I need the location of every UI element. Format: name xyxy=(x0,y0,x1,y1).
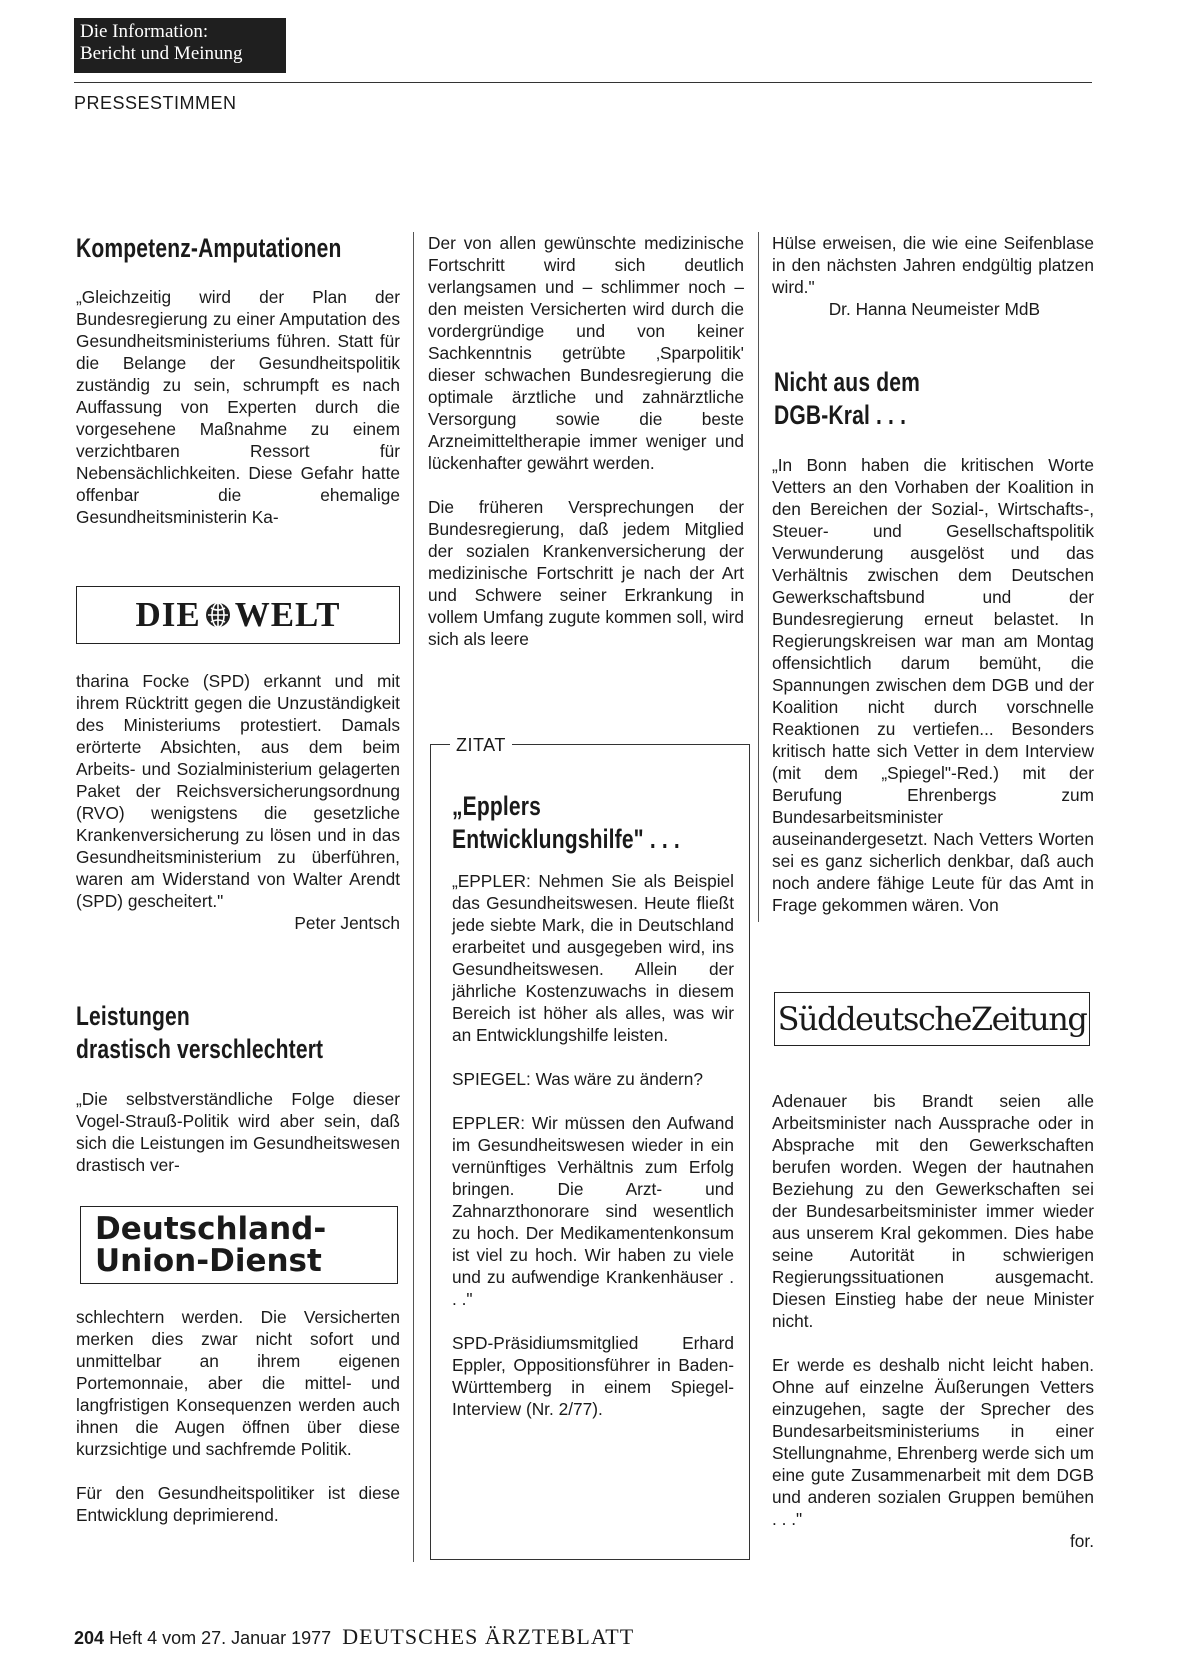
paragraph: schlechtern werden. Die Versicherten merken dies zwar nicht sofort und unmittelbar an ihrem eigenen Portemonnaie, aber die mittel- und langfristigen Konsequenzen werden auch ihnen die Augen öffnen über diese kurzsichtige und sachfremde Politik. xyxy=(76,1307,400,1459)
article-title-kompetenz: Kompetenz-Amputationen xyxy=(76,233,342,263)
title-line: DGB-Kral . . . xyxy=(774,400,907,430)
logo-line: Deutschland- xyxy=(95,1211,327,1247)
issue-info: Heft 4 vom 27. Januar 1977 xyxy=(109,1628,332,1648)
article2-text-4 xyxy=(772,232,1094,320)
paragraph: SPD-Präsidiumsmitglied Erhard Eppler, Oppositionsführer in Baden-Württemberg in einem Spiegel-Interview (Nr. 2/77). xyxy=(452,1333,734,1419)
paragraph: „In Bonn haben die kritischen Worte Vetters an den Vorhaben der Koalition in den Bereichen der Sozial-, Wirtschafts-, Steuer- und Gesellschaftspolitik Verwunderung ausgelöst und das Verhältnis zwischen dem Deutschen Gewerkschaftsbund und der Bundesregierung erneut belastet. In Regierungskreisen war man am Montag offensichtlich darum bemüht, die Spannungen zwischen dem DGB und der Koalition nicht durch vorschnelle Reaktionen zu vertiefen... Besonders kritisch hatte sich Vetter in dem Interview (mit dem „Spiegel"-Red.) mit der Berufung Ehrenbergs zum Bundesarbeitsminister auseinandergesetzt. Nach Vetters Worten sei es ganz sicherlich denkbar, daß auch noch andere fähige Leute für das Amt in Frage gekommen wären. Von xyxy=(772,455,1094,915)
article3-text-2 xyxy=(772,1090,1094,1552)
author-signature: Dr. Hanna Neumeister MdB xyxy=(828,299,1040,319)
magazine-name: DEUTSCHES ÄRZTEBLATT xyxy=(342,1624,635,1649)
page-number: 204 xyxy=(74,1628,105,1648)
column-divider-2 xyxy=(758,232,759,922)
article1-text-2 xyxy=(76,670,400,934)
globe-icon xyxy=(204,601,232,629)
column-divider-1 xyxy=(413,232,414,1562)
paragraph: „EPPLER: Nehmen Sie als Beispiel das Gesundheitswesen. Heute fließt jede siebte Mark, die in Deutschland erarbeitet und ausgegeben wird, ins Gesundheitswesen. Allein der jährliche Kostenzuwachs in diesem Bereich ist höher als alles, was wir an Entwicklungshilfe leisten. xyxy=(452,871,734,1045)
paragraph: Für den Gesundheitspolitiker ist diese Entwicklung deprimierend. xyxy=(76,1483,400,1525)
article1-text-1 xyxy=(76,286,400,528)
paragraph: tharina Focke (SPD) erkannt und mit ihrem Rücktritt gegen die Unzuständigkeit des Ministeriums protestiert. Damals erörterte Absichten, aus dem beim Arbeits- und Sozialministerium gelagerten Paket der Reichsversicherungsordnung (RVO) wenigstens die gesetzliche Krankenversicherung zu lösen und in das Gesundheitsministerium zu überführen, waren am Widerstand von Walter Arendt (SPD) gescheitert." xyxy=(76,671,400,911)
article-title-leistungen xyxy=(76,1000,323,1066)
zitat-title xyxy=(452,790,680,856)
sueddeutsche-zeitung-logo xyxy=(774,992,1090,1046)
article2-text-1 xyxy=(76,1088,400,1176)
paragraph: „Gleichzeitig wird der Plan der Bundesregierung zu einer Amputation des Gesundheitsministeriums führen. Statt für die Belange der Gesundheitspolitik zuständig zu sein, schrumpft es nach Auffassung von Experten durch die vorgesehene Maßnahme zu einem verzichtbaren Ressort für Nebensächlichkeiten. Diese Gefahr hatte offenbar die ehemalige Gesundheitsministerin Ka- xyxy=(76,287,400,527)
title-line: „Epplers xyxy=(452,791,542,821)
article2-text-2 xyxy=(76,1306,400,1526)
paragraph: Er werde es deshalb nicht leicht haben. Ohne auf einzelne Äußerungen Vetters einzugehen, sagte der Sprecher des Bundesarbeitsministeriums in einer Stellungnahme, Ehrenberg werde sich um eine gute Zusammenarbeit mit dem DGB und anderen sozialen Gruppen bemühen . . ." xyxy=(772,1355,1094,1529)
logo-line: Union-Dienst xyxy=(95,1243,322,1279)
title-line: drastisch verschlechtert xyxy=(76,1034,324,1064)
paragraph: SPIEGEL: Was wäre zu ändern? xyxy=(452,1069,704,1089)
title-line: Leistungen xyxy=(76,1001,190,1031)
zitat-text xyxy=(452,870,734,1420)
paragraph: Die früheren Versprechungen der Bundesregierung, daß jedem Mitglied der sozialen Krankenversicherung der medizinische Fortschritt je nach der Art und Schwere seiner Erkrankung in vollem Umfang zugute kommen soll, wird sich als leere xyxy=(428,497,744,649)
article-title-dgb-kral xyxy=(774,366,920,432)
rubric-line-2: Bericht und Meinung xyxy=(80,43,243,64)
author-signature: for. xyxy=(1069,1531,1094,1551)
rubric-line-1: Die Information: xyxy=(80,21,209,42)
logo-text-die: DIE xyxy=(135,595,201,634)
article3-text-1 xyxy=(772,454,1094,916)
deutschland-union-dienst-logo xyxy=(80,1206,398,1284)
header-rule xyxy=(74,82,1092,83)
section-title: PRESSESTIMMEN xyxy=(74,93,237,113)
page-footer xyxy=(74,1624,634,1650)
rubric-label xyxy=(74,18,286,73)
paragraph: EPPLER: Wir müssen den Aufwand im Gesundheitswesen wieder in ein vernünftiges Verhältnis zum Erfolg bringen. Die Arzt- und Zahnarzthonorare sind wesentlich zu hoch. Der Medikamentenkonsum ist viel zu hoch. Wir haben zu viele und zu aufwendige Krankenhäuser . . ." xyxy=(452,1113,734,1309)
paragraph: Hülse erweisen, die wie eine Seifenblase in den nächsten Jahren endgültig platzen wird." xyxy=(772,233,1094,297)
title-line: Nicht aus dem xyxy=(774,367,920,397)
paragraph: „Die selbstverständliche Folge dieser Vogel-Strauß-Politik wird aber sein, daß sich die Leistungen im Gesundheitswesen drastisch ver- xyxy=(76,1089,400,1175)
logo-text: SüddeutscheZeitung xyxy=(777,1000,1087,1038)
paragraph: Adenauer bis Brandt seien alle Arbeitsminister nach Aussprache oder in Absprache mit den Gewerkschaften berufen worden. Wegen der hautnahen Beziehung zu den Gewerkschaften sei der Bundesarbeitsminister immer wieder aus unserem Kral gekommen. Dies habe seine Autorität in schwierigen Regierungssituationen ausgemacht. Diesen Einstieg habe der neue Minister nicht. xyxy=(772,1091,1094,1331)
die-welt-logo xyxy=(76,586,400,644)
logo-text-welt: WELT xyxy=(234,595,341,634)
paragraph: Der von allen gewünschte medizinische Fortschritt wird sich deutlich verlangsamen und – schlimmer noch – den meisten Versicherten wird durch die vordergründige und von keiner Sachkenntnis getrübte ‚Sparpolitik' dieser schwachen Bundesregierung die optimale ärztliche und zahnärztliche Versorgung sowie die beste Arzneimitteltherapie immer weniger und lückenhafter gewährt werden. xyxy=(428,233,744,473)
zitat-label: ZITAT xyxy=(450,734,512,756)
title-line: Entwicklungshilfe" . . . xyxy=(452,824,680,854)
author-signature: Peter Jentsch xyxy=(294,913,400,933)
article2-text-3 xyxy=(428,232,744,650)
